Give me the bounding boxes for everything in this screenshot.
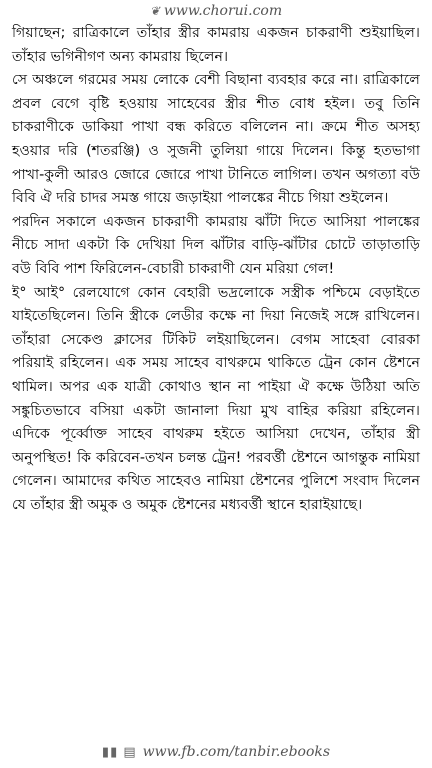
paragraph-4: ই° আই° রেলযোগে কোন বেহারী ভদ্রলোকে সস্ত্রীক পশ্চিমে বেড়াইতে যাইতেছিলেন। তিনি স্ত্রীকে লেডীর কক্ষে না দিয়া নিজেই সঙ্গে রাখিলেন। তাঁহারা সেকেণ্ড ক্লাসের টিকিট লইয়াছিলেন। বেগম সাহেবা বোরকা পরিয়াই রহিলেন। এক সময় সাহেব বাথরুমে থাকিতে ট্রেন কোন ষ্টেশনে থামিল। অপর এক যাত্রী কোথাও স্থান না পাইয়া ঐ কক্ষে উঠিয়া অতি সঙ্কুচিতভাবে বসিয়া একটা জানালা দিয়া মুখ বাহির করিয়া রহিলেন। এদিকে পূর্ব্বোক্ত সাহেব বাথরুম হইতে আসিয়া দেখেন, তাঁহার স্ত্রী অনুপস্থিত! কি করিবেন-তখন চলন্ত ট্রেন! পরবর্ত্তী ষ্টেশনে আগন্তুক নামিয়া গেলেন। আমাদের কথিত সাহেবও নামিয়া ষ্টেশনের পুলিশে সংবাদ দিলেন যে তাঁহার স্ত্রী অমুক ও অমুক ষ্টেশনের মধ্যবর্ত্তী স্থানে হারাইয়াছে। [12,284,420,513]
footer-url[interactable]: www.fb.com/tanbir.ebooks [142,744,331,760]
book-icons [102,745,137,760]
header-url[interactable]: www.chorui.com [163,3,283,19]
clover-icon: ❦ [149,4,160,18]
site-header [0,0,432,22]
paragraph-3: পরদিন সকালে একজন চাকরাণী কামরায় ঝাঁটা দিতে আসিয়া পালঙ্কের নীচে সাদা একটা কি দেখিয়া দিল ঝাঁটার বাড়ি-ঝাঁটার চোটে তাড়াতাড়ি বউ বিবি পাশ ফিরিলেন-বেচারী চাকরাণী যেন মরিয়া গেল! [12,213,420,277]
paragraph-1: গিয়াছেন; রাত্রিকালে তাঁহার স্ত্রীর কামরায় একজন চাকরাণী শুইয়াছিল। তাঁহার ভগিনীগণ অন্য কামরায় ছিলেন। [12,25,420,65]
page-body [0,22,432,517]
paragraph-2: সে অঞ্চলে গরমের সময় লোকে বেশী বিছানা ব্যবহার করে না। রাত্রিকালে প্রবল বেগে বৃষ্টি হওয়ায় সাহেবের স্ত্রীর শীত বোধ হইল। তবু তিনি চাকরাণীকে ডাকিয়া পাখা বন্ধ করিতে বলিলেন না। ক্রমে শীত অসহ্য হওয়ার দরি (শতরঞ্জি) ও সুজনী তুলিয়া গায়ে দিলেন। কিন্তু হতভাগা পাখা-কুলী আরও জোরে জোরে পাখা টানিতে লাগিল। তখন অগত্যা বউ বিবি ঐ দরি চাদর সমস্ত গায়ে জড়াইয়া পালঙ্কের নীচে গিয়া শুইলেন। [12,72,420,207]
open-book-icon: ▤ [123,744,137,760]
bookshelf-icon: ▮▮ [101,744,119,760]
site-footer [0,740,432,764]
